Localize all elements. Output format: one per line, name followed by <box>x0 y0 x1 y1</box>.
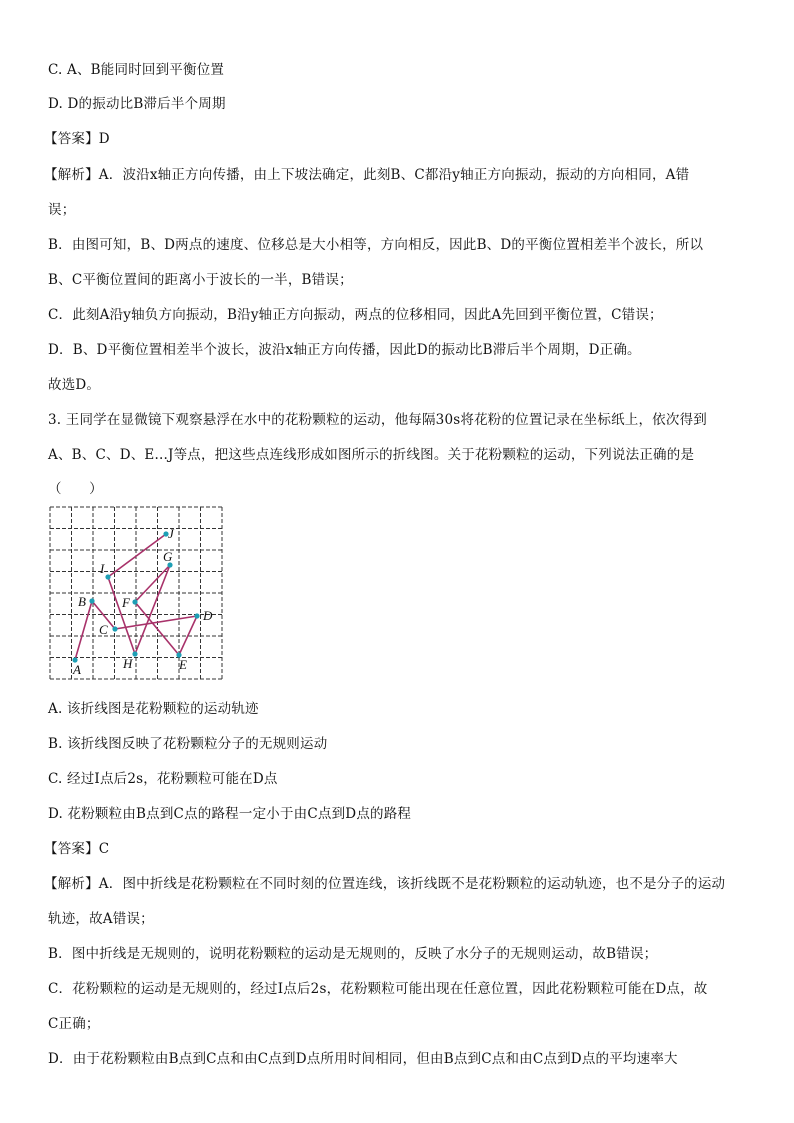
text-line: D. 花粉颗粒由B点到C点的路程一定小于由C点到D点的路程 <box>48 806 412 822</box>
text-line: 3. 王同学在显微镜下观察悬浮在水中的花粉颗粒的运动，他每隔30s将花粉的位置记录在坐标纸上，依次得到 <box>48 412 707 428</box>
text-line: B. 该折线图反映了花粉颗粒分子的无规则运动 <box>48 736 328 752</box>
text-line: 故选D。 <box>48 377 101 393</box>
point-label-E: E <box>179 657 187 672</box>
text-line: 【解析】A．图中折线是花粉颗粒在不同时刻的位置连线，该折线既不是花粉颗粒的运动轨迹，也不是分子的运动 <box>44 876 726 892</box>
point-C <box>112 626 117 631</box>
path-segment-HI <box>108 577 135 654</box>
point-label-H: H <box>123 656 133 671</box>
text-line: C. 经过I点后2s，花粉颗粒可能在D点 <box>48 771 278 787</box>
text-line: D．由于花粉颗粒由B点到C点和由C点到D点所用时间相同，但由B点到C点和由C点到D点的平均速率大 <box>48 1051 678 1067</box>
text-line: B．图中折线是无规则的，说明花粉颗粒的运动是无规则的，反映了水分子的无规则运动，故B错误； <box>48 946 658 962</box>
text-line: （ ） <box>48 481 103 497</box>
text-line: 【答案】D <box>44 131 110 147</box>
text-line: C．花粉颗粒的运动是无规则的，经过I点后2s，花粉颗粒可能出现在任意位置，因此花粉颗粒可能在D点，故 <box>48 981 708 997</box>
point-D <box>194 613 199 618</box>
text-line: B、C平衡位置间的距离小于波长的一半，B错误； <box>48 272 353 288</box>
point-label-F: F <box>122 595 130 610</box>
point-label-G: G <box>163 549 173 564</box>
text-line: 轨迹，故A错误； <box>48 911 154 927</box>
point-label-D: D <box>203 608 213 623</box>
text-line: C. A、B能同时回到平衡位置 <box>48 62 225 78</box>
point-F <box>132 599 137 604</box>
text-line: B．由图可知，B、D两点的速度、位移总是大小相等，方向相反，因此B、D的平衡位置相差半个波长，所以 <box>48 237 704 253</box>
point-B <box>89 598 94 603</box>
text-line: C正确； <box>48 1016 100 1032</box>
text-line: A. 该折线图是花粉颗粒的运动轨迹 <box>48 701 259 717</box>
text-line: C．此刻A沿y轴负方向振动，B沿y轴正方向振动，两点的位移相同，因此A先回到平衡位置，C错误； <box>48 307 663 323</box>
path-segment-FG <box>135 565 170 602</box>
point-label-J: J <box>168 526 174 541</box>
point-label-I: I <box>100 561 105 576</box>
path-segment-AB <box>75 601 92 660</box>
text-line: 【解析】A．波沿x轴正方向传播，由上下坡法确定，此刻B、C都沿y轴正方向振动，振动的方向相同，A错 <box>44 167 690 183</box>
text-line: 【答案】C <box>44 841 110 857</box>
text-line: A、B、C、D、E...J等点，把这些点连线形成如图所示的折线图。关于花粉颗粒的运动，下列说法正确的是 <box>48 447 695 463</box>
pollen-path-figure <box>46 502 226 686</box>
text-line: D. D的振动比B滞后半个周期 <box>48 96 226 112</box>
point-I <box>105 574 110 579</box>
text-line: 误； <box>48 202 76 218</box>
point-label-C: C <box>99 622 108 637</box>
point-H <box>132 651 137 656</box>
point-label-A: A <box>73 662 81 677</box>
point-label-B: B <box>78 594 86 609</box>
text-line: D．B、D平衡位置相差半个波长，波沿x轴正方向传播，因此D的振动比B滞后半个周期，D正确。 <box>48 342 641 358</box>
